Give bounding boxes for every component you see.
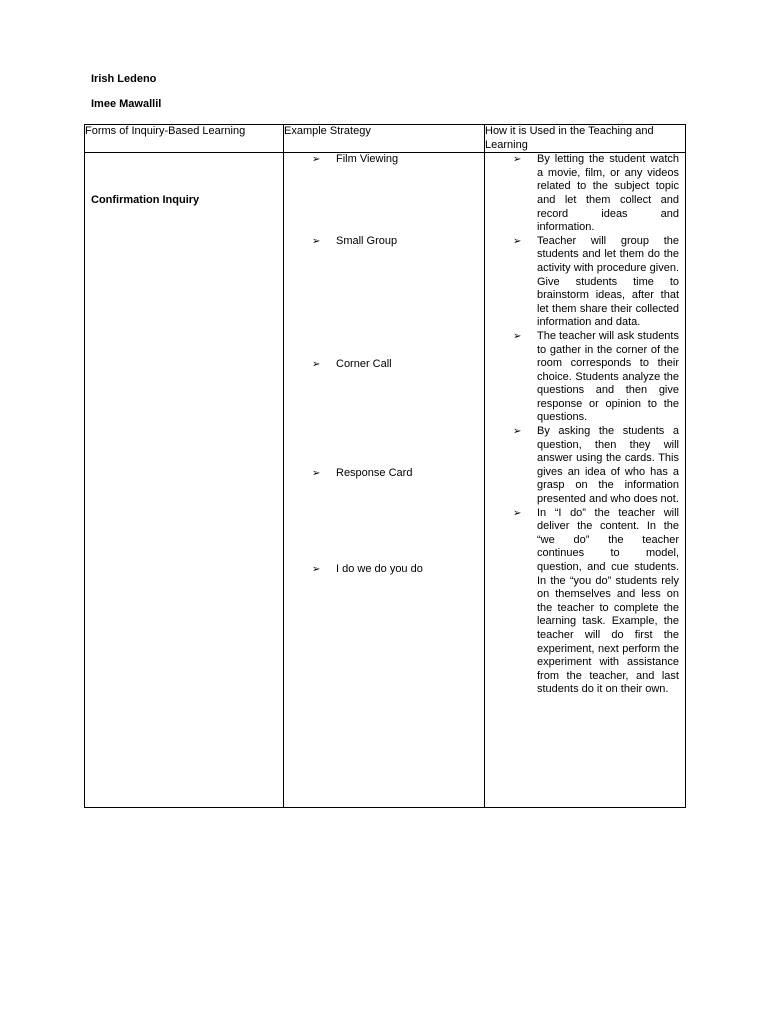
strategy-label: Film Viewing — [336, 153, 399, 166]
strategy-label: I do we do you do — [336, 563, 423, 576]
arrow-bullet-icon: ➢ — [513, 154, 522, 166]
usage-text: The teacher will ask students to gather in the corner of the room corresponds to their choice. Students analyze the questions and then give response or opinion to the questions. — [537, 329, 679, 424]
arrow-bullet-icon: ➢ — [513, 426, 522, 438]
usage-text: Teacher will group the students and let them do the activity with procedure given. Give students time to brainstorm ideas, after that let them share their collected information and data. — [537, 234, 679, 329]
inquiry-table — [84, 124, 686, 808]
strategy-item — [284, 358, 484, 467]
header-forms: Forms of Inquiry-Based Learning — [85, 125, 284, 153]
author-names — [91, 72, 161, 111]
strategy-label: Corner Call — [336, 358, 392, 371]
strategy-cell — [284, 153, 485, 808]
arrow-bullet-icon: ➢ — [312, 468, 321, 480]
arrow-bullet-icon: ➢ — [312, 359, 321, 371]
header-usage: How it is Used in the Teaching and Learning — [485, 125, 686, 153]
arrow-bullet-icon: ➢ — [513, 235, 522, 247]
strategy-item — [284, 235, 484, 358]
usage-item — [485, 153, 685, 235]
usage-item — [485, 507, 685, 697]
usage-item — [485, 425, 685, 507]
arrow-bullet-icon: ➢ — [513, 507, 522, 519]
strategy-item — [284, 467, 484, 563]
usage-item — [485, 330, 685, 425]
usage-text: In “I do” the teacher will deliver the content. In the “we do” the teacher continues to model, question, and cue students. In the “you do” students rely on themselves and less on the teacher to complete the learning task. Example, the teacher will do first the experiment, next perform the experiment with assistance from the teacher, and last students do it on their own. — [537, 506, 679, 696]
author-name: Imee Mawallil — [91, 98, 162, 110]
usage-item — [485, 235, 685, 330]
arrow-bullet-icon: ➢ — [513, 330, 522, 342]
arrow-bullet-icon: ➢ — [312, 154, 321, 166]
arrow-bullet-icon: ➢ — [312, 564, 321, 576]
strategy-label: Small Group — [336, 235, 398, 248]
table-header-row — [85, 125, 686, 153]
author-name: Irish Ledeno — [91, 73, 157, 85]
strategy-item — [284, 153, 484, 235]
usage-text: By letting the student watch a movie, film, or any videos related to the subject topic and let them collect and record ideas and information. — [537, 153, 679, 234]
usage-text: By asking the students a question, then they will answer using the cards. This gives an idea of who has a grasp on the information presented and who does not. — [537, 425, 679, 506]
table-row — [85, 153, 686, 808]
usage-cell — [485, 153, 686, 808]
strategy-label: Response Card — [336, 467, 413, 480]
strategy-item — [284, 563, 484, 577]
category-label: Confirmation Inquiry — [91, 194, 200, 207]
arrow-bullet-icon: ➢ — [312, 236, 321, 248]
category-cell — [85, 153, 284, 808]
header-strategy: Example Strategy — [284, 125, 485, 153]
